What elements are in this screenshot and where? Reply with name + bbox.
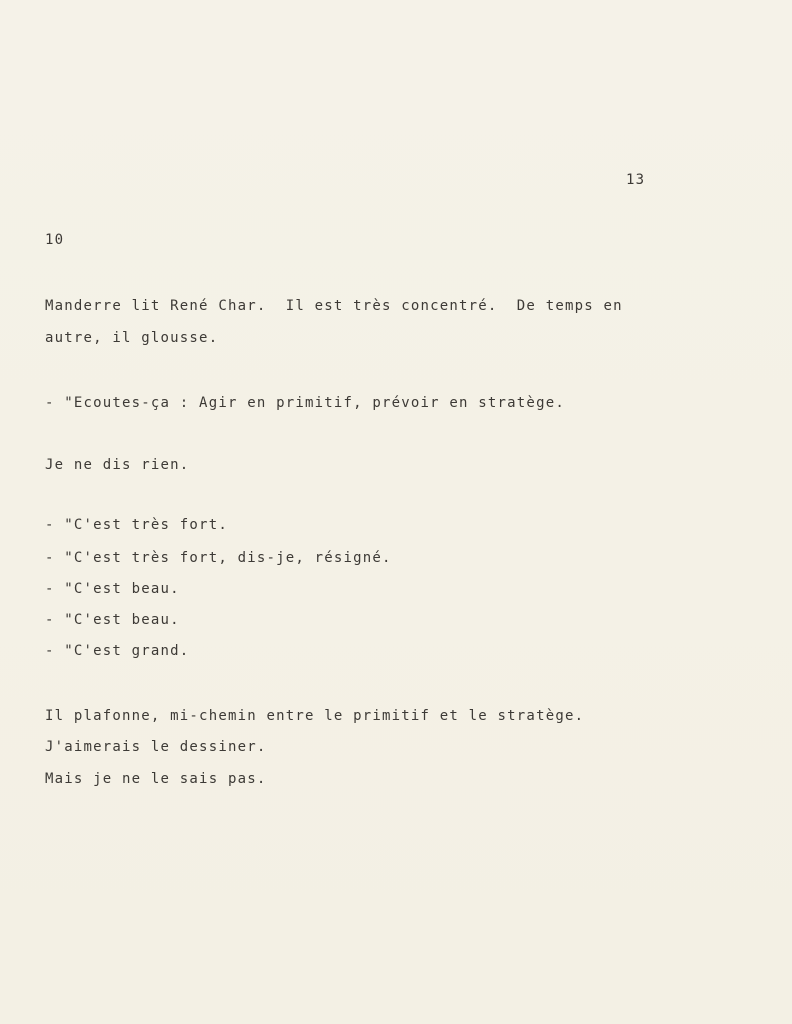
dialogue-line: - "C'est très fort. — [45, 517, 228, 533]
dialogue-line: - "C'est beau. — [45, 612, 180, 628]
text-line: Mais je ne le sais pas. — [45, 771, 267, 787]
dialogue-line: - "Ecoutes-ça : Agir en primitif, prévoir en stratège. — [45, 395, 565, 411]
text-line: J'aimerais le dessiner. — [45, 739, 267, 755]
text-line: Il plafonne, mi-chemin entre le primitif et le stratège. — [45, 708, 585, 724]
dialogue-line: - "C'est beau. — [45, 581, 180, 597]
dialogue-line: - "C'est très fort, dis-je, résigné. — [45, 550, 392, 566]
text-line: Manderre lit René Char. Il est très concentré. De temps en — [45, 298, 623, 314]
text-line: Je ne dis rien. — [45, 457, 190, 473]
section-number: 10 — [45, 232, 65, 248]
text-line: autre, il glousse. — [45, 330, 219, 346]
page-number: 13 — [626, 172, 646, 188]
dialogue-line: - "C'est grand. — [45, 643, 190, 659]
